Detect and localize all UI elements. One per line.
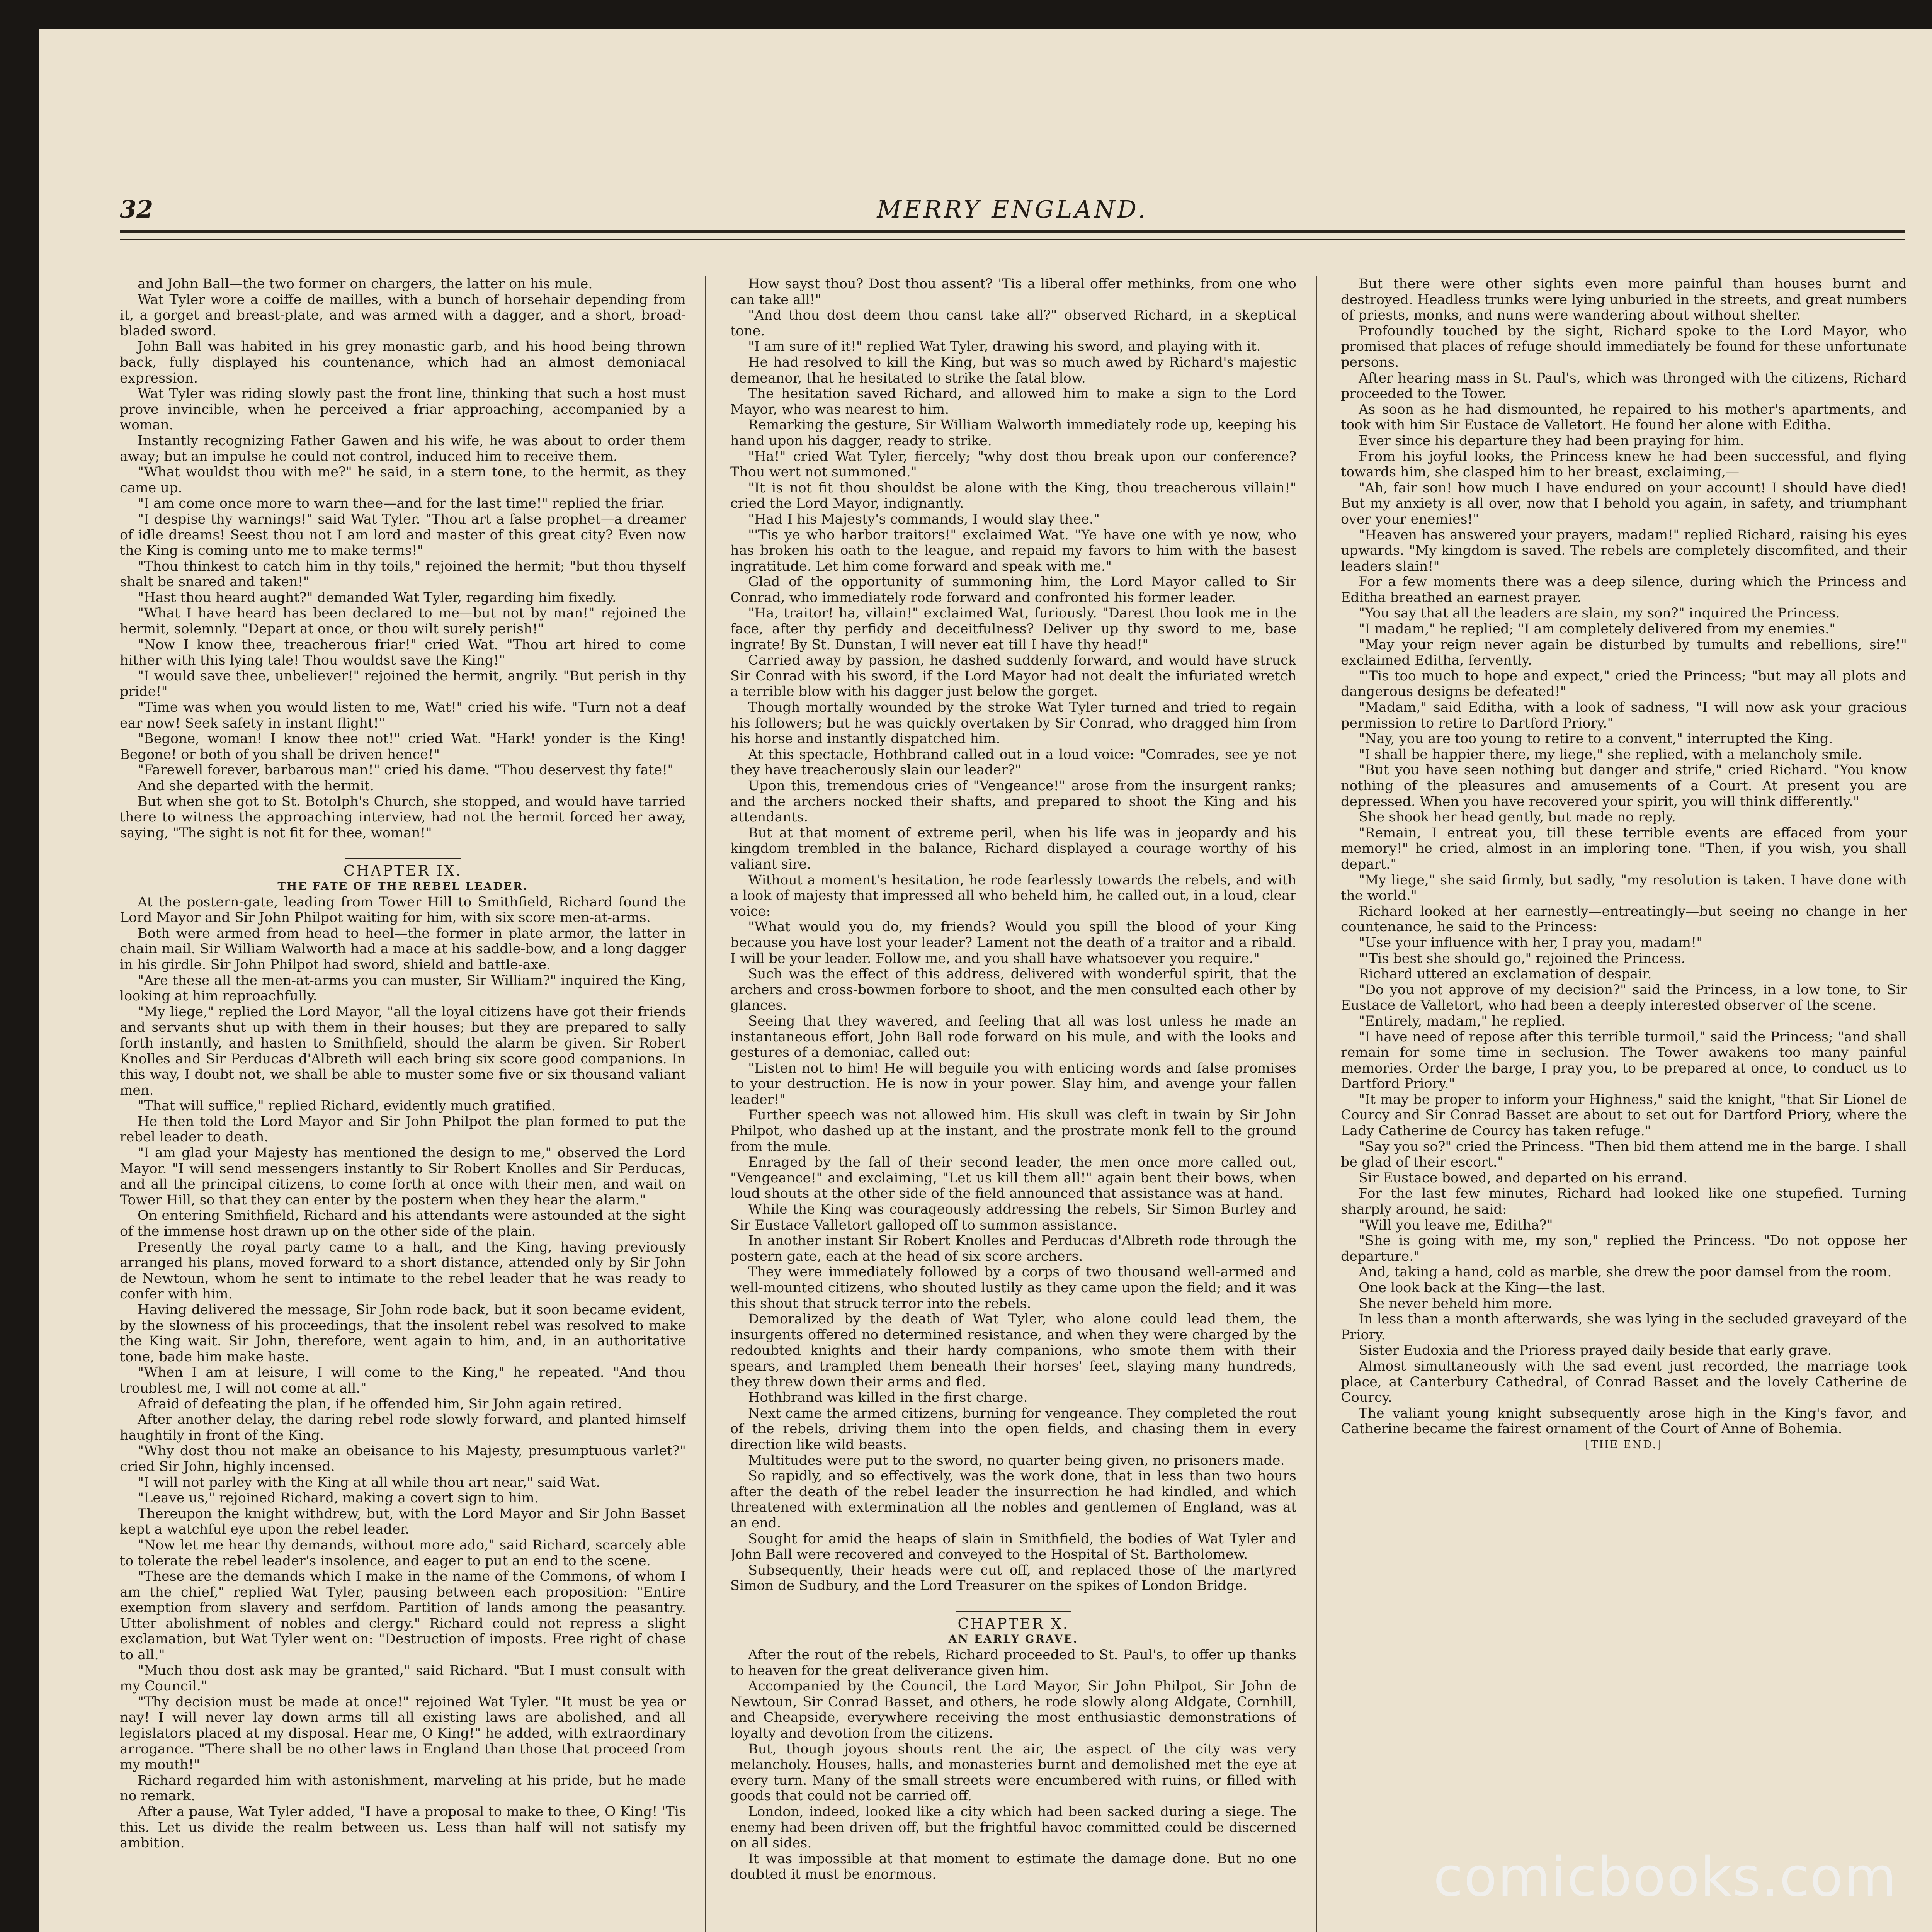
paragraph: London, indeed, looked like a city which had been sacked during a siege. The enemy had been driven off, but the frightful havoc committed could be discerned on all sides. [730, 1804, 1296, 1851]
paragraph: One look back at the King—the last. [1359, 1280, 1606, 1296]
paragraph: Wat Tyler wore a coiffe de mailles, with a bunch of horsehair depending from it, a gorget and breast-plate, and was armed with a dagger, and a short, broad-bladed sword. [120, 292, 686, 339]
the-end: [THE END.] [1585, 1438, 1663, 1451]
paragraph: "I am come once more to warn thee—and for the last time!" replied the friar. [138, 496, 665, 512]
page-header [120, 191, 1905, 234]
paragraph: Hothbrand was killed in the first charge. [748, 1390, 1028, 1406]
paragraph: "Do you not approve of my decision?" said the Princess, in a low tone, to Sir Eustace de Valletort, who had been a deeply interested observer of the scene. [1341, 982, 1907, 1014]
paragraph: "Ha!" cried Wat Tyler, fiercely; "why dost thou break upon our conference? Thou wert not summoned." [730, 449, 1296, 480]
paragraph: Though mortally wounded by the stroke Wat Tyler turned and tried to regain his followers; but he was quickly overtaken by Sir Conrad, who dragged him from his horse and instantly dispatched him. [730, 700, 1296, 747]
paragraph: Richard looked at her earnestly—entreatingly—but seeing no change in her countenance, he said to the Princess: [1341, 903, 1907, 935]
paragraph: "I am sure of it!" replied Wat Tyler, drawing his sword, and playing with it. [748, 339, 1261, 355]
paragraph: Such was the effect of this address, delivered with wonderful spirit, that the archers and cross-bowmen forbore to shoot, and the men consulted each other by glances. [730, 966, 1296, 1014]
paragraph: In less than a month afterwards, she was lying in the secluded graveyard of the Priory. [1341, 1311, 1907, 1343]
page-number: 32 [120, 195, 153, 223]
paragraph: For the last few minutes, Richard had looked like one stupefied. Turning sharply around, he said: [1341, 1186, 1907, 1218]
paragraph: Presently the royal party came to a halt, and the King, having previously arranged his plans, moved forward to a short distance, attended only by Sir John de Newtoun, whom he sent to intimate to the rebel leader that he was ready to confer with him. [120, 1239, 686, 1302]
paragraph: "I shall be happier there, my liege," she replied, with a melancholy smile. [1359, 747, 1862, 762]
paragraph: and John Ball—the two former on chargers, the latter on his mule. [138, 276, 593, 292]
paragraph: John Ball was habited in his grey monastic garb, and his hood being thrown back, fully displayed his countenance, which had an almost demoniacal expression. [120, 339, 686, 386]
column-divider [1316, 276, 1317, 1932]
paragraph: So rapidly, and so effectively, was the work done, that in less than two hours after the death of the rebel leader the insurrection he had kindled, and which threatened with extermination all the nobles and gentlemen of England, was at an end. [730, 1468, 1296, 1531]
paragraph: Afraid of defeating the plan, if he offended him, Sir John again retired. [138, 1396, 622, 1412]
paragraph: Richard uttered an exclamation of despair. [1359, 966, 1652, 982]
header-rule [120, 230, 1905, 240]
paragraph: Sister Eudoxia and the Prioress prayed daily beside that early grave. [1359, 1343, 1832, 1359]
paragraph: Demoralized by the death of Wat Tyler, who alone could lead them, the insurgents offered no determined resistance, and when they were charged by the redoubted knights and their hardy companions, who smote them with their spears, and trampled them beneath their horses' feet, slaying many hundreds, they threw down their arms and fled. [730, 1311, 1296, 1390]
paragraph: After another delay, the daring rebel rode slowly forward, and planted himself haughtily in front of the King. [120, 1412, 686, 1443]
section-rule [956, 1611, 1071, 1612]
paragraph: "Madam," said Editha, with a look of sadness, "I will now ask your gracious permission to retire to Dartford Priory." [1341, 700, 1907, 731]
paragraph: "Now I know thee, treacherous friar!" cried Wat. "Thou art hired to come hither with this lying tale! Thou wouldst save the King!" [120, 637, 686, 668]
paragraph: "Much thou dost ask may be granted," said Richard. "But I must consult with my Council." [120, 1663, 686, 1694]
paragraph: Sir Eustace bowed, and departed on his errand. [1359, 1170, 1688, 1186]
paragraph: And, taking a hand, cold as marble, she drew the poor damsel from the room. [1359, 1264, 1892, 1280]
paragraph: "Begone, woman! I know thee not!" cried Wat. "Hark! yonder is the King! Begone! or both of you shall be driven hence!" [120, 731, 686, 762]
paragraph: Glad of the opportunity of summoning him, the Lord Mayor called to Sir Conrad, who immediately rode forward and confronted his former leader. [730, 574, 1296, 605]
paragraph: "Are these all the men-at-arms you can muster, Sir William?" inquired the King, looking at him reproachfully. [120, 973, 686, 1004]
paragraph: He had resolved to kill the King, but was so much awed by Richard's majestic demeanor, that he hesitated to strike the fatal blow. [730, 354, 1296, 386]
paragraph: Seeing that they wavered, and feeling that all was lost unless he made an instantaneous effort, John Ball rode forward on his mule, and with the looks and gestures of a demoniac, called out: [730, 1013, 1296, 1061]
paragraph: "Nay, you are too young to retire to a convent," interrupted the King. [1359, 731, 1833, 747]
paragraph: "Will you leave me, Editha?" [1359, 1217, 1553, 1233]
paragraph: Profoundly touched by the sight, Richard spoke to the Lord Mayor, who promised that places of refuge should immediately be found for these unfortunate persons. [1341, 323, 1907, 370]
paragraph: Further speech was not allowed him. His skull was cleft in twain by Sir John Philpot, who dashed up at the instant, and the prostrate monk fell to the ground from the mule. [730, 1107, 1296, 1155]
paragraph: Accompanied by the Council, the Lord Mayor, Sir John Philpot, Sir John de Newtoun, Sir Conrad Basset, and others, he rode slowly along Aldgate, Cornhill, and Cheapside, everywhere receiving the most enthusiastic demonstrations of loyalty and devotion from the citizens. [730, 1679, 1296, 1742]
paragraph: Having delivered the message, Sir John rode back, but it soon became evident, by the slowness of his proceedings, that the insolent rebel was resolved to make the King wait. Sir John, therefore, went again to him, and, in an authoritative tone, bade him make haste. [120, 1302, 686, 1365]
paragraph: Wat Tyler was riding slowly past the front line, thinking that such a host must prove invincible, when he perceived a friar approaching, accompanied by a woman. [120, 386, 686, 433]
paragraph: While the King was courageously addressing the rebels, Sir Simon Burley and Sir Eustace Valletort galloped off to summon assistance. [730, 1202, 1296, 1233]
paragraph: After a pause, Wat Tyler added, "I have a proposal to make to thee, O King! 'Tis this. Let us divide the realm between us. Less than half will not satisfy my ambition. [120, 1804, 686, 1851]
paragraph: "You say that all the leaders are slain, my son?" inquired the Princess. [1359, 605, 1840, 621]
paragraph: At this spectacle, Hothbrand called out in a loud voice: "Comrades, see ye not they have treacherously slain our leader?" [730, 747, 1296, 778]
paragraph: And she departed with the hermit. [138, 778, 374, 794]
paragraph: "Time was when you would listen to me, Wat!" cried his wife. "Turn not a deaf ear now! Seek safety in instant flight!" [120, 700, 686, 731]
paragraph: "And thou dost deem thou canst take all?" observed Richard, in a skeptical tone. [730, 308, 1296, 339]
paragraph: "I madam," he replied; "I am completely delivered from my enemies." [1359, 621, 1836, 637]
paragraph: Enraged by the fall of their second leader, the men once more called out, "Vengeance!" and exclaiming, "Let us kill them all!" again bent their bows, when loud shouts at the other side of the field announced that assistance was at hand. [730, 1155, 1296, 1202]
paragraph: "But you have seen nothing but danger and strife," cried Richard. "You know nothing of the pleasures and amusements of a Court. At present you are depressed. When you have recovered your spirit, you will think differently." [1341, 762, 1907, 810]
paragraph: At the postern-gate, leading from Tower Hill to Smithfield, Richard found the Lord Mayor and Sir John Philpot waiting for him, with six score men-at-arms. [120, 894, 686, 926]
paragraph: Both were armed from head to heel—the former in plate armor, the latter in chain mail. Sir William Walworth had a mace at his saddle-bow, and a long dagger in his girdle. Sir John Philpot had sword, shield and battle-axe. [120, 925, 686, 973]
paragraph: "Ah, fair son! how much I have endured on your account! I should have died! But my anxiety is all over, now that I behold you again, in safety, and triumphant over your enemies!" [1341, 480, 1907, 527]
paragraph: "I despise thy warnings!" said Wat Tyler. "Thou art a false prophet—a dreamer of idle dreams! Seest thou not I am lord and master of this great city? Even now the King is coming unto me to make terms!" [120, 511, 686, 559]
chapter-ix-title: CHAPTER IX. [343, 862, 463, 879]
running-head: MERRY ENGLAND. [877, 195, 1148, 223]
column-1-text [120, 276, 686, 841]
paragraph: For a few moments there was a deep silence, during which the Princess and Editha breathed an earnest prayer. [1341, 574, 1907, 605]
paragraph: On entering Smithfield, Richard and his attendants were astounded at the sight of the immense host drawn up on the other side of the plain. [120, 1208, 686, 1240]
paragraph: In another instant Sir Robert Knolles and Perducas d'Albreth rode through the postern gate, each at the head of six score archers. [730, 1233, 1296, 1264]
paragraph: "Listen not to him! He will beguile you with enticing words and false promises to your destruction. He is now in your power. Slay him, and avenge your fallen leader!" [730, 1060, 1296, 1107]
paragraph: She shook her head gently, but made no reply. [1359, 810, 1676, 825]
paragraph: "Remain, I entreat you, till these terrible events are effaced from your memory!" he cried, almost in an imploring tone. "Then, if you wish, you shall depart." [1341, 825, 1907, 872]
newspaper-page [39, 29, 1932, 1932]
paragraph: "Thy decision must be made at once!" rejoined Wat Tyler. "It must be yea or nay! I will never lay down arms till all existing laws are abolished, and all legislators placed at my disposal. Hear me, O King!" he added, with extraordinary arrogance. "There shall be no other laws in England than those that proceed from my mouth!" [120, 1694, 686, 1773]
paragraph: From his joyful looks, the Princess knew he had been successful, and flying towards him, she clasped him to her breast, exclaiming,— [1341, 449, 1907, 480]
column-1 [120, 276, 686, 1932]
paragraph: "Heaven has answered your prayers, madam!" replied Richard, raising his eyes upwards. "My kingdom is saved. The rebels are completely discomfited, and their leaders slain!" [1341, 527, 1907, 574]
paragraph: The hesitation saved Richard, and allowed him to make a sign to the Lord Mayor, who was nearest to him. [730, 386, 1296, 417]
paragraph: Multitudes were put to the sword, no quarter being given, no prisoners made. [748, 1452, 1285, 1468]
paragraph: Next came the armed citizens, burning for vengeance. They completed the rout of the rebels, driving them into the open fields, and chasing them in every direction like wild beasts. [730, 1405, 1296, 1452]
paragraph: Subsequently, their heads were cut off, and replaced those of the martyred Simon de Sudbury, and the Lord Treasurer on the spikes of London Bridge. [730, 1562, 1296, 1594]
paragraph: "Ha, traitor! ha, villain!" exclaimed Wat, furiously. "Darest thou look me in the face, after thy perfidy and deceitfulness? Deliver up thy sword to me, base ingrate! By St. Dunstan, I will never eat till I have thy head!" [730, 605, 1296, 653]
paragraph: "What would you do, my friends? Would you spill the blood of your King because you have lost your leader? Lament not the death of a traitor and a ribald. I will be your leader. Follow me, and you shall have whatsoever you require." [730, 919, 1296, 966]
paragraph: But, though joyous shouts rent the air, the aspect of the city was very melancholy. Houses, halls, and monasteries burnt and demolished met the eye at every turn. Many of the small streets were encumbered with ruins, or filled with goods that could not be carried off. [730, 1741, 1296, 1804]
column-divider [705, 276, 706, 1932]
column-2-text [730, 276, 1296, 1594]
paragraph: "My liege," she said firmly, but sadly, "my resolution is taken. I have done with the world." [1341, 872, 1907, 904]
paragraph: "I am glad your Majesty has mentioned the design to me," observed the Lord Mayor. "I will send messengers instantly to Sir Robert Knolles and Sir Perducas, and all the principal citizens, to come forth at once with their men, and wait on Tower Hill, so that they can enter by the postern when they hear the alarm." [120, 1145, 686, 1208]
chapter-x-title: CHAPTER X. [957, 1615, 1069, 1632]
paragraph: She never beheld him more. [1359, 1296, 1553, 1311]
paragraph: "Farewell forever, barbarous man!" cried his dame. "Thou deservest thy fate!" [138, 762, 674, 778]
chapter-ix-subtitle: THE FATE OF THE REBEL LEADER. [277, 879, 528, 893]
paragraph: "Entirely, madam," he replied. [1359, 1013, 1566, 1029]
paragraph: Carried away by passion, he dashed suddenly forward, and would have struck Sir Conrad with his sword, if the Lord Mayor had not dealt the infuriated wretch a terrible blow with his dagger just below the gorget. [730, 653, 1296, 700]
column-3-text [1341, 276, 1907, 1437]
paragraph: "Leave us," rejoined Richard, making a covert sign to him. [138, 1490, 539, 1506]
paragraph: Richard regarded him with astonishment, marveling at his pride, but he made no remark. [120, 1772, 686, 1804]
paragraph: They were immediately followed by a corps of two thousand well-armed and well-mounted citizens, who shouted lustily as they came upon the field; and it was this shout that struck terror into the rebels. [730, 1264, 1296, 1311]
paragraph: "Now let me hear thy demands, without more ado," said Richard, scarcely able to tolerate the rebel leader's insolence, and eager to put an end to the scene. [120, 1537, 686, 1569]
paragraph: How sayst thou? Dost thou assent? 'Tis a liberal offer methinks, from one who can take all!" [730, 276, 1296, 308]
section-rule [345, 858, 461, 859]
paragraph: After hearing mass in St. Paul's, which was thronged with the citizens, Richard proceeded to the Tower. [1341, 370, 1907, 402]
paragraph: "Say you so?" cried the Princess. "Then bid them attend me in the barge. I shall be glad of their escort." [1341, 1139, 1907, 1170]
paragraph: Remarking the gesture, Sir William Walworth immediately rode up, keeping his hand upon his dagger, ready to strike. [730, 417, 1296, 449]
watermark: comicbooks.com [1433, 1846, 1897, 1909]
paragraph: But at that moment of extreme peril, when his life was in jeopardy and his kingdom trembled in the balance, Richard displayed a courage worthy of his valiant sire. [730, 825, 1296, 872]
paragraph: Ever since his departure they had been praying for him. [1359, 433, 1744, 449]
paragraph: "It is not fit thou shouldst be alone with the King, thou treacherous villain!" cried the Lord Mayor, indignantly. [730, 480, 1296, 512]
paragraph: "I have need of repose after this terrible turmoil," said the Princess; "and shall remain for some time in seclusion. The Tower awakens too many painful memories. Order the barge, I pray you, to be prepared at once, to conduct us to Dartford Priory." [1341, 1029, 1907, 1092]
paragraph: "When I am at leisure, I will come to the King," he repeated. "And thou troublest me, I will not come at all." [120, 1365, 686, 1396]
paragraph: After the rout of the rebels, Richard proceeded to St. Paul's, to offer up thanks to heaven for the great deliverance given him. [730, 1647, 1296, 1679]
paragraph: "That will suffice," replied Richard, evidently much gratified. [138, 1098, 556, 1114]
paragraph: "Hast thou heard aught?" demanded Wat Tyler, regarding him fixedly. [138, 590, 617, 605]
paragraph: "My liege," replied the Lord Mayor, "all the loyal citizens have got their friends and servants shut up with them in their houses; but they are prepared to sally forth instantly, and hasten to Smithfield, should the alarm be given. Sir Robert Knolles and Sir Perducas d'Albreth will each bring six score good companions. In this way, I doubt not, we shall be able to muster some five or six thousand valiant men. [120, 1004, 686, 1098]
column-3 [1341, 276, 1907, 1932]
paragraph: But when she got to St. Botolph's Church, she stopped, and would have tarried there to witness the approaching interview, had not the hermit forced her away, saying, "The sight is not fit for thee, woman!" [120, 794, 686, 841]
paragraph: "I would save thee, unbeliever!" rejoined the hermit, angrily. "But perish in thy pride!" [120, 668, 686, 700]
paragraph: "May your reign never again be disturbed by tumults and rebellions, sire!" exclaimed Editha, fervently. [1341, 637, 1907, 668]
paragraph: Almost simultaneously with the sad event just recorded, the marriage took place, at Canterbury Cathedral, of Conrad Basset and the lovely Catherine de Courcy. [1341, 1358, 1907, 1406]
paragraph: "These are the demands which I make in the name of the Commons, of whom I am the chief," replied Wat Tyler, pausing between each proposition: "Entire exemption from slavery and serfdom. Partition of lands among the peasantry. Utter abolishment of nobles and clergy." Richard could not repress a slight exclamation, but Wat Tyler went on: "Destruction of imposts. Free right of chase to all." [120, 1569, 686, 1663]
chapter-ix-text [120, 895, 686, 1851]
paragraph: "Thou thinkest to catch him in thy toils," rejoined the hermit; "but thou thyself shalt be snared and taken!" [120, 558, 686, 590]
paragraph: "'Tis too much to hope and expect," cried the Princess; "but may all plots and dangerous designs be defeated!" [1341, 668, 1907, 700]
paragraph: Thereupon the knight withdrew, but, with the Lord Mayor and Sir John Basset kept a watchful eye upon the rebel leader. [120, 1506, 686, 1537]
paragraph: Upon this, tremendous cries of "Vengeance!" arose from the insurgent ranks; and the archers nocked their shafts, and prepared to shoot the King and his attendants. [730, 778, 1296, 825]
paragraph: Sought for amid the heaps of slain in Smithfield, the bodies of Wat Tyler and John Ball were recovered and conveyed to the Hospital of St. Bartholomew. [730, 1531, 1296, 1563]
paragraph: But there were other sights even more painful than houses burnt and destroyed. Headless trunks were lying unburied in the streets, and great numbers of priests, monks, and nuns were wandering about without shelter. [1341, 276, 1907, 323]
paragraph: He then told the Lord Mayor and Sir John Philpot the plan formed to put the rebel leader to death. [120, 1114, 686, 1145]
paragraph: As soon as he had dismounted, he repaired to his mother's apartments, and took with him Sir Eustace de Valletort. He found her alone with Editha. [1341, 401, 1907, 433]
paragraph: Without a moment's hesitation, he rode fearlessly towards the rebels, and with a look of majesty that impressed all who beheld him, he called out, in a loud, clear voice: [730, 872, 1296, 919]
paragraph: Instantly recognizing Father Gawen and his wife, he was about to order them away; but an impulse he could not control, induced him to receive them. [120, 433, 686, 464]
paragraph: "Use your influence with her, I pray you, madam!" [1359, 935, 1703, 951]
paragraph: "What wouldst thou with me?" he said, in a stern tone, to the hermit, as they came up. [120, 464, 686, 496]
paragraph: "I will not parley with the King at all while thou art near," said Wat. [138, 1475, 600, 1490]
paragraph: The valiant young knight subsequently arose high in the King's favor, and Catherine became the fairest ornament of the Court of Anne of Bohemia. [1341, 1405, 1907, 1437]
paragraph: "Had I his Majesty's commands, I would slay thee." [748, 511, 1100, 527]
paragraph: "What I have heard has been declared to me—but not by man!" rejoined the hermit, solemnly. "Depart at once, or thou wilt surely perish!" [120, 605, 686, 637]
paragraph: "'Tis ye who harbor traitors!" exclaimed Wat. "Ye have one with ye now, who has broken his oath to the league, and repaid my favors to him with the basest ingratitude. Let him come forward and speak with me." [730, 527, 1296, 574]
paragraph: It was impossible at that moment to estimate the damage done. But no one doubted it must be enormous. [730, 1851, 1296, 1883]
paragraph: "Why dost thou not make an obeisance to his Majesty, presumptuous varlet?" cried Sir John, highly incensed. [120, 1443, 686, 1475]
paragraph: "'Tis best she should go," rejoined the Princess. [1359, 951, 1685, 966]
column-2 [730, 276, 1296, 1932]
paragraph: "She is going with me, my son," replied the Princess. "Do not oppose her departure." [1341, 1233, 1907, 1264]
paragraph: "It may be proper to inform your Highness," said the knight, "that Sir Lionel de Courcy and Sir Conrad Basset are about to set out for Dartford Priory, where the Lady Catherine de Courcy has taken refuge." [1341, 1092, 1907, 1139]
chapter-x-subtitle: AN EARLY GRAVE. [948, 1633, 1078, 1646]
chapter-x-text [730, 1647, 1296, 1883]
